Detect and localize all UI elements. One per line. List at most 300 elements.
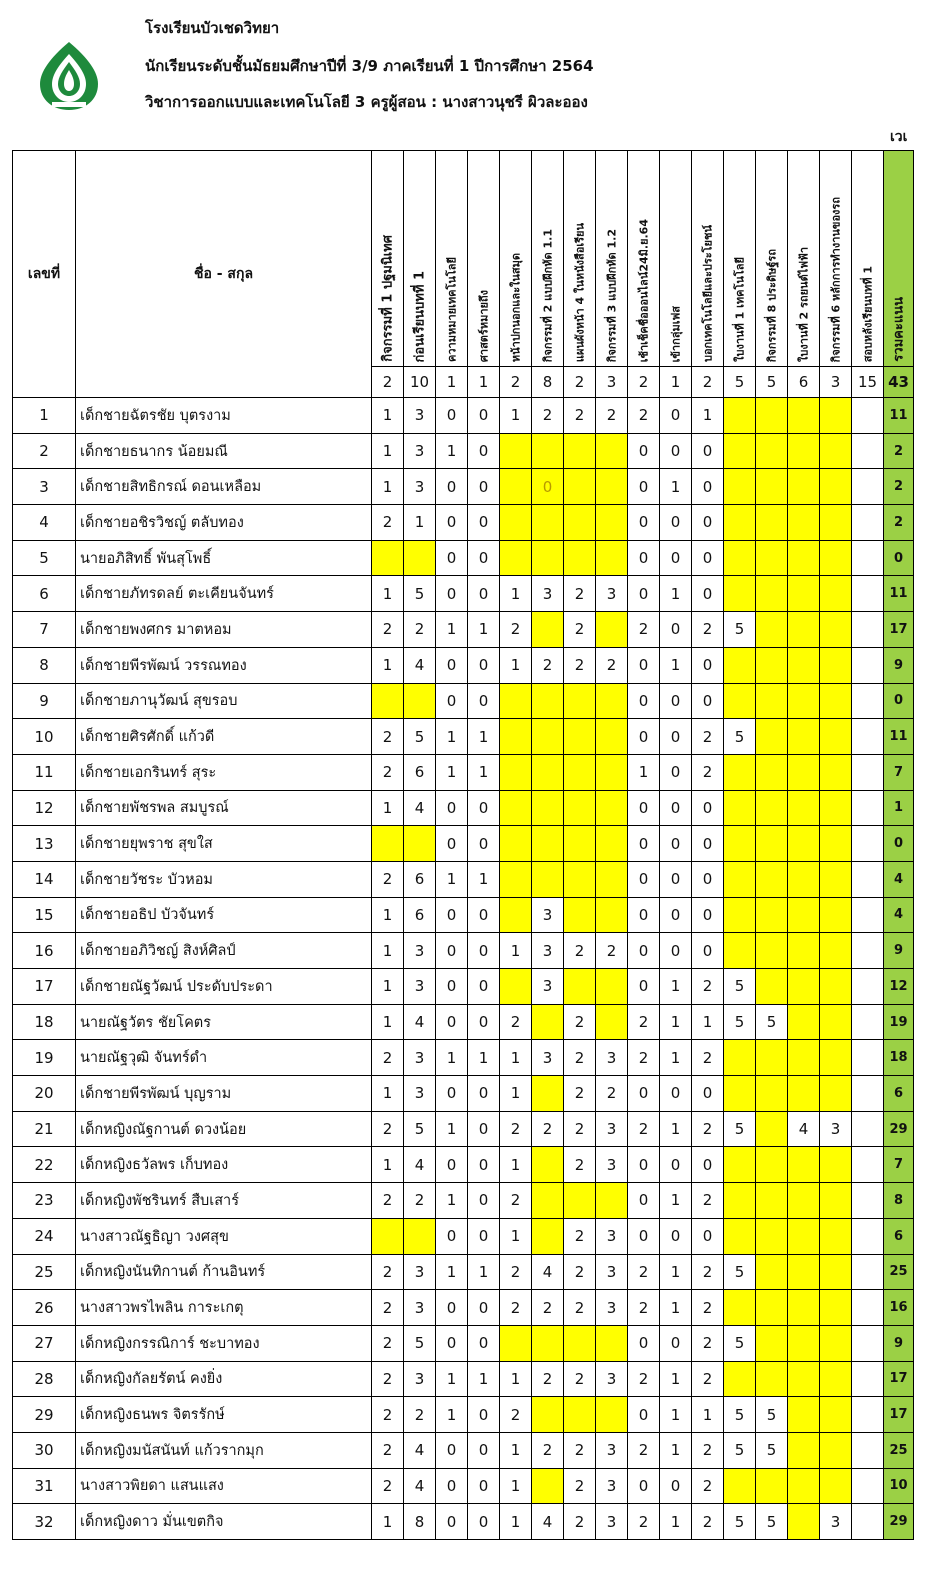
col-header: หน้าปกนอกและในสมุด [500, 151, 532, 367]
row-number: 13 [13, 826, 76, 862]
score-cell [788, 826, 820, 862]
score-cell [500, 1325, 532, 1361]
score-cell: 2 [372, 1397, 404, 1433]
score-cell: 0 [468, 540, 500, 576]
score-cell [852, 1183, 884, 1219]
max-score-cell: 2 [564, 367, 596, 398]
school-name: โรงเรียนบัวเชดวิทยา [145, 19, 280, 37]
total-score: 25 [884, 1254, 914, 1290]
score-cell: 2 [372, 505, 404, 541]
score-cell [756, 433, 788, 469]
student-name: นางสาวพิยดา แสนแสง [76, 1468, 372, 1504]
score-cell [852, 754, 884, 790]
score-cell [500, 826, 532, 862]
col-header: สอบหลังเรียนบทที่ 1 [852, 151, 884, 367]
score-cell: 1 [372, 398, 404, 434]
score-cell [820, 1361, 852, 1397]
score-cell: 0 [468, 1325, 500, 1361]
score-cell: 0 [692, 1218, 724, 1254]
col-header: ความหมายเทคโนโลยี [436, 151, 468, 367]
row-number: 10 [13, 719, 76, 755]
score-cell: 2 [628, 1004, 660, 1040]
col-header: เข้ากลุ่มเฟส [660, 151, 692, 367]
score-cell: 0 [692, 933, 724, 969]
score-cell: 1 [500, 1504, 532, 1540]
row-number: 5 [13, 540, 76, 576]
score-cell: 0 [628, 719, 660, 755]
score-cell: 1 [500, 1361, 532, 1397]
row-number: 23 [13, 1183, 76, 1219]
score-cell: 1 [692, 398, 724, 434]
score-cell: 1 [436, 433, 468, 469]
col-header-name: ชื่อ - สกุล [76, 151, 372, 398]
score-cell [564, 1397, 596, 1433]
score-cell [756, 540, 788, 576]
score-cell [404, 683, 436, 719]
table-row [13, 576, 914, 612]
score-cell [532, 1325, 564, 1361]
total-score: 0 [884, 826, 914, 862]
score-cell [724, 897, 756, 933]
score-cell: 2 [500, 1397, 532, 1433]
student-name: เด็กหญิงกรรณิการ์ ชะบาทอง [76, 1325, 372, 1361]
score-cell [500, 754, 532, 790]
student-name: เด็กหญิงดาว มั่นเขตกิจ [76, 1504, 372, 1540]
score-cell: 0 [660, 683, 692, 719]
score-cell: 0 [660, 1325, 692, 1361]
score-cell: 2 [404, 1397, 436, 1433]
table-row [13, 826, 914, 862]
score-cell [756, 576, 788, 612]
score-cell: 4 [404, 1468, 436, 1504]
score-cell: 0 [692, 683, 724, 719]
score-cell [404, 540, 436, 576]
col-header: กิจกรรมที่ 6 หลักการทำงานของรถ [820, 151, 852, 367]
score-cell: 0 [436, 683, 468, 719]
score-cell: 2 [692, 1361, 724, 1397]
score-cell [852, 576, 884, 612]
score-cell: 0 [628, 505, 660, 541]
school-logo [38, 40, 100, 112]
row-number: 12 [13, 790, 76, 826]
score-cell: 0 [628, 1076, 660, 1112]
student-name: เด็กชายณัฐวัฒน์ ประดับประดา [76, 969, 372, 1005]
score-cell [596, 1397, 628, 1433]
col-header: กิจกรรมที่ 8 ประดิษฐ์รถ [756, 151, 788, 367]
score-cell [820, 1076, 852, 1112]
score-cell: 6 [404, 754, 436, 790]
score-cell: 5 [404, 1111, 436, 1147]
score-cell: 3 [596, 1147, 628, 1183]
student-name: เด็กชายภัทรดลย์ ตะเคียนจันทร์ [76, 576, 372, 612]
score-cell [532, 790, 564, 826]
score-cell: 2 [628, 1290, 660, 1326]
max-score-cell: 6 [788, 367, 820, 398]
score-cell: 1 [660, 576, 692, 612]
score-cell: 0 [660, 933, 692, 969]
score-cell: 0 [692, 826, 724, 862]
score-cell: 1 [436, 1111, 468, 1147]
score-cell [372, 540, 404, 576]
student-name: นายณัฐวุฒิ จันทร์ดำ [76, 1040, 372, 1076]
score-cell [756, 647, 788, 683]
score-cell: 0 [468, 469, 500, 505]
score-cell [852, 1432, 884, 1468]
score-cell [788, 1004, 820, 1040]
max-score-cell: 1 [436, 367, 468, 398]
score-cell: 1 [372, 933, 404, 969]
score-cell: 2 [692, 1254, 724, 1290]
score-cell [852, 469, 884, 505]
score-cell [596, 505, 628, 541]
score-cell: 5 [756, 1504, 788, 1540]
score-cell: 0 [628, 861, 660, 897]
score-cell: 1 [372, 790, 404, 826]
score-cell [532, 719, 564, 755]
score-cell: 3 [596, 1218, 628, 1254]
score-cell [788, 1325, 820, 1361]
row-number: 14 [13, 861, 76, 897]
score-cell: 0 [628, 469, 660, 505]
score-cell [724, 398, 756, 434]
score-cell: 1 [500, 1076, 532, 1112]
total-score: 29 [884, 1111, 914, 1147]
score-cell [852, 1254, 884, 1290]
score-cell: 0 [628, 826, 660, 862]
score-cell [756, 1218, 788, 1254]
score-cell [500, 433, 532, 469]
table-row [13, 398, 914, 434]
table-row [13, 1290, 914, 1326]
student-name: เด็กหญิงณัฐกานต์ ดวงน้อย [76, 1111, 372, 1147]
max-score-cell: 1 [660, 367, 692, 398]
score-cell: 1 [500, 1468, 532, 1504]
score-cell [756, 1361, 788, 1397]
score-cell: 2 [564, 1111, 596, 1147]
score-cell [820, 1040, 852, 1076]
score-cell: 1 [436, 719, 468, 755]
score-cell [756, 1076, 788, 1112]
total-score: 25 [884, 1432, 914, 1468]
score-cell: 4 [404, 647, 436, 683]
score-cell: 2 [372, 1254, 404, 1290]
score-cell [852, 1004, 884, 1040]
score-cell: 2 [500, 1183, 532, 1219]
score-cell [756, 897, 788, 933]
total-score: 9 [884, 647, 914, 683]
max-score-cell: 15 [852, 367, 884, 398]
table-row [13, 790, 914, 826]
score-cell: 2 [500, 612, 532, 648]
score-cell: 0 [436, 1147, 468, 1183]
score-cell [564, 754, 596, 790]
score-cell [532, 540, 564, 576]
score-cell: 0 [468, 1397, 500, 1433]
score-cell [404, 826, 436, 862]
score-cell [724, 469, 756, 505]
score-cell: 5 [404, 1325, 436, 1361]
score-cell: 1 [500, 576, 532, 612]
score-cell: 2 [596, 398, 628, 434]
score-cell [532, 826, 564, 862]
score-cell [532, 754, 564, 790]
score-cell: 3 [596, 1111, 628, 1147]
score-cell: 1 [692, 1004, 724, 1040]
score-cell: 2 [564, 1432, 596, 1468]
score-cell: 0 [660, 1076, 692, 1112]
score-cell [756, 1290, 788, 1326]
student-name: เด็กชายภานุวัฒน์ สุขรอบ [76, 683, 372, 719]
score-cell: 0 [692, 433, 724, 469]
score-cell: 0 [436, 1004, 468, 1040]
score-cell [852, 612, 884, 648]
score-cell [852, 683, 884, 719]
total-score: 17 [884, 612, 914, 648]
max-score-cell: 1 [468, 367, 500, 398]
score-cell: 3 [596, 1290, 628, 1326]
score-cell [820, 505, 852, 541]
score-cell [852, 1361, 884, 1397]
score-cell: 6 [404, 861, 436, 897]
score-cell [756, 683, 788, 719]
score-cell [724, 933, 756, 969]
score-cell [724, 1468, 756, 1504]
row-number: 20 [13, 1076, 76, 1112]
score-cell: 1 [500, 647, 532, 683]
score-cell: 1 [436, 1397, 468, 1433]
score-cell [788, 433, 820, 469]
score-cell: 2 [628, 612, 660, 648]
score-cell: 1 [500, 1040, 532, 1076]
score-cell: 0 [660, 505, 692, 541]
row-number: 31 [13, 1468, 76, 1504]
score-cell: 0 [468, 433, 500, 469]
score-cell: 0 [436, 1325, 468, 1361]
score-cell: 5 [724, 1325, 756, 1361]
table-row [13, 1183, 914, 1219]
score-cell [852, 1468, 884, 1504]
score-cell [820, 398, 852, 434]
score-cell: 3 [820, 1111, 852, 1147]
total-score: 4 [884, 861, 914, 897]
score-cell: 2 [564, 1254, 596, 1290]
max-score-cell: 2 [692, 367, 724, 398]
score-cell: 0 [692, 861, 724, 897]
score-cell: 0 [692, 647, 724, 683]
score-cell [820, 433, 852, 469]
score-cell [788, 861, 820, 897]
score-cell [820, 1468, 852, 1504]
score-cell: 2 [500, 1004, 532, 1040]
score-cell: 0 [436, 933, 468, 969]
score-cell [820, 1254, 852, 1290]
student-name: เด็กชายอธิป บัวจันทร์ [76, 897, 372, 933]
score-cell: 1 [468, 612, 500, 648]
score-cell [820, 1183, 852, 1219]
score-cell: 0 [628, 1147, 660, 1183]
score-cell: 1 [500, 933, 532, 969]
score-cell [596, 897, 628, 933]
max-score-cell: 2 [628, 367, 660, 398]
table-row [13, 1432, 914, 1468]
score-cell [756, 826, 788, 862]
score-cell [820, 1290, 852, 1326]
score-cell [596, 469, 628, 505]
score-cell: 2 [532, 1432, 564, 1468]
score-cell: 1 [372, 1504, 404, 1540]
score-cell [756, 612, 788, 648]
student-name: เด็กชายวัชระ บัวหอม [76, 861, 372, 897]
student-name: เด็กชายพงศกร มาตหอม [76, 612, 372, 648]
score-cell: 1 [660, 1361, 692, 1397]
score-cell: 0 [692, 897, 724, 933]
score-cell [564, 969, 596, 1005]
score-cell: 2 [628, 1254, 660, 1290]
row-number: 27 [13, 1325, 76, 1361]
max-score-cell: 10 [404, 367, 436, 398]
score-cell: 1 [660, 1040, 692, 1076]
score-cell: 0 [628, 576, 660, 612]
score-cell: 5 [724, 1504, 756, 1540]
score-cell: 0 [628, 969, 660, 1005]
score-cell: 0 [468, 683, 500, 719]
score-cell [788, 1504, 820, 1540]
score-cell [724, 1147, 756, 1183]
score-cell: 1 [372, 576, 404, 612]
score-cell: 2 [692, 1183, 724, 1219]
score-cell [500, 897, 532, 933]
score-cell: 0 [436, 1290, 468, 1326]
col-header-total: รวมคะแนน [884, 151, 914, 367]
table-row [13, 540, 914, 576]
score-cell [788, 969, 820, 1005]
score-cell: 2 [500, 1111, 532, 1147]
score-cell [852, 1111, 884, 1147]
score-cell: 2 [372, 1361, 404, 1397]
total-score: 29 [884, 1504, 914, 1540]
score-cell [820, 612, 852, 648]
score-cell: 2 [372, 719, 404, 755]
score-cell [756, 754, 788, 790]
score-cell [852, 897, 884, 933]
score-cell: 2 [532, 1111, 564, 1147]
score-cell [756, 469, 788, 505]
score-cell [852, 719, 884, 755]
score-cell [532, 1468, 564, 1504]
col-header-no: เลขที่ [13, 151, 76, 398]
score-cell: 1 [436, 1183, 468, 1219]
score-cell: 2 [628, 398, 660, 434]
total-score: 2 [884, 469, 914, 505]
score-cell [788, 719, 820, 755]
header-row [13, 151, 914, 367]
score-cell [564, 540, 596, 576]
total-score: 1 [884, 790, 914, 826]
score-cell: 2 [564, 1361, 596, 1397]
score-cell [788, 469, 820, 505]
score-cell [756, 1147, 788, 1183]
total-score: 6 [884, 1218, 914, 1254]
total-score: 11 [884, 719, 914, 755]
score-cell [820, 576, 852, 612]
student-name: นายณัฐวัตร ชัยโคตร [76, 1004, 372, 1040]
score-cell: 0 [660, 790, 692, 826]
score-cell: 0 [532, 469, 564, 505]
score-cell [820, 719, 852, 755]
score-cell: 0 [660, 861, 692, 897]
max-score-cell: 2 [500, 367, 532, 398]
table-row [13, 1040, 914, 1076]
score-cell: 1 [660, 1397, 692, 1433]
score-cell [564, 505, 596, 541]
table-row [13, 933, 914, 969]
score-cell: 0 [692, 576, 724, 612]
student-name: เด็กหญิงนันทิกานต์ ก้านอินทร์ [76, 1254, 372, 1290]
max-score-total: 43 [884, 367, 914, 398]
score-cell: 1 [372, 897, 404, 933]
score-cell: 2 [404, 612, 436, 648]
score-cell: 5 [404, 576, 436, 612]
score-cell [852, 398, 884, 434]
score-cell: 4 [404, 1004, 436, 1040]
score-cell: 1 [468, 1254, 500, 1290]
row-number: 17 [13, 969, 76, 1005]
score-cell: 3 [532, 576, 564, 612]
score-cell: 1 [436, 1361, 468, 1397]
score-cell: 0 [436, 469, 468, 505]
score-cell [852, 1325, 884, 1361]
score-cell: 5 [724, 719, 756, 755]
col-header: ใบงานที่ 2 รถยนต์ไฟฟ้า [788, 151, 820, 367]
score-cell [500, 861, 532, 897]
score-cell [724, 1290, 756, 1326]
score-cell: 1 [468, 754, 500, 790]
score-cell: 1 [500, 398, 532, 434]
score-cell: 0 [660, 540, 692, 576]
score-cell: 2 [532, 647, 564, 683]
score-cell: 0 [468, 1004, 500, 1040]
score-cell: 2 [372, 1111, 404, 1147]
score-cell: 0 [468, 826, 500, 862]
row-number: 28 [13, 1361, 76, 1397]
total-score: 19 [884, 1004, 914, 1040]
score-cell [404, 1218, 436, 1254]
student-name: นางสาวณัฐธิญา วงศสุข [76, 1218, 372, 1254]
col-header: ก่อนเรียนบทที่ 1 [404, 151, 436, 367]
score-cell: 4 [788, 1111, 820, 1147]
score-cell: 1 [436, 612, 468, 648]
score-cell: 2 [372, 1325, 404, 1361]
score-cell: 4 [532, 1504, 564, 1540]
score-cell: 2 [628, 1040, 660, 1076]
score-cell: 0 [660, 719, 692, 755]
score-cell [820, 1325, 852, 1361]
score-cell [820, 1147, 852, 1183]
score-cell: 0 [628, 647, 660, 683]
row-number: 21 [13, 1111, 76, 1147]
score-cell [532, 861, 564, 897]
class-line: นักเรียนระดับชั้นมัธยมศึกษาปีที่ 3/9 ภาคเรียนที่ 1 ปีการศึกษา 2564 [145, 57, 594, 75]
total-score: 10 [884, 1468, 914, 1504]
score-cell: 2 [692, 1111, 724, 1147]
score-cell [788, 1468, 820, 1504]
score-cell: 8 [404, 1504, 436, 1540]
score-cell [564, 469, 596, 505]
score-cell: 2 [692, 1432, 724, 1468]
score-cell [372, 683, 404, 719]
score-cell: 0 [436, 826, 468, 862]
score-cell: 2 [692, 1040, 724, 1076]
